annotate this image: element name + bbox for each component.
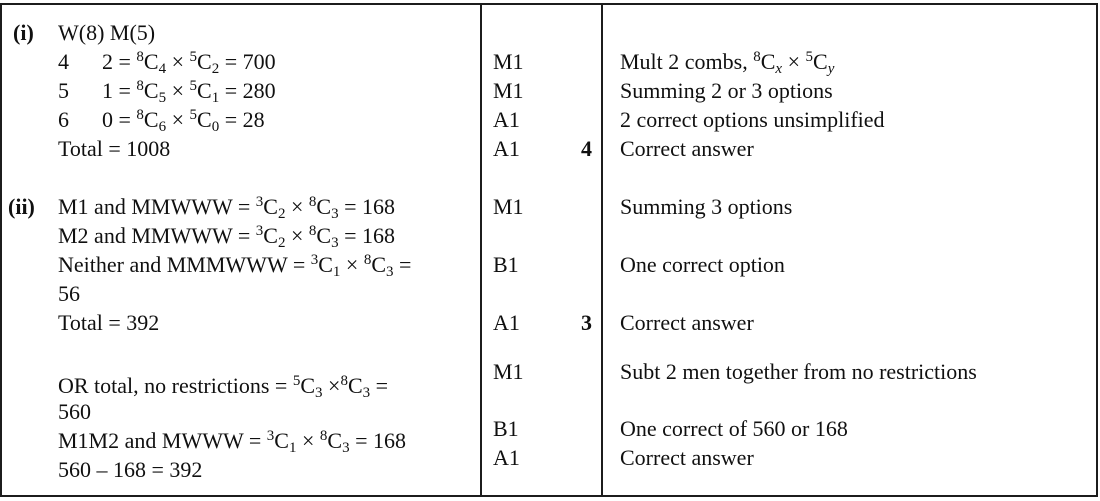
mark-note: One correct of 560 or 168 <box>620 416 848 441</box>
work-line-i-3: 5 $1 = ^8C_5 \times ^5C_1 = 280$ <box>58 78 276 106</box>
mark-note: Subt 2 men together from no restrictions <box>620 359 977 384</box>
mark-code: M1 <box>493 359 524 384</box>
work-line-i-4: 6 $0 = ^8C_6 \times ^5C_0 = 28$ <box>58 107 265 135</box>
work-line-ii-5: Total = 392 <box>58 310 160 335</box>
part-total: 4 <box>581 136 592 161</box>
work-line-ii-alt-1: OR total, no restrictions = $^5C_3 \times^8C_3$ = <box>58 373 389 401</box>
work-line-ii-2: M2 and MMWWW = $^3C_2 \times ^8C_3 = 168$ <box>58 223 395 251</box>
work-line-i-5: Total = 1008 <box>58 136 171 161</box>
mark-code: A1 <box>493 310 520 335</box>
mark-code: A1 <box>493 136 520 161</box>
mark-note: Summing 2 or 3 options <box>620 78 833 103</box>
column-divider-notes <box>601 3 603 497</box>
mark-code: M1 <box>493 194 524 219</box>
mark-code: M1 <box>493 49 524 74</box>
work-line-i-1: W(8) M(5) <box>58 20 156 45</box>
mark-note: Summing 3 options <box>620 194 793 219</box>
mark-note: 2 correct options unsimplified <box>620 107 885 132</box>
work-line-ii-3: Neither and MMMWWW = $^3C_1 \times ^8C_3$ = <box>58 252 412 280</box>
mark-note: Correct answer <box>620 310 754 335</box>
part-total: 3 <box>581 310 592 335</box>
mark-code: M1 <box>493 78 524 103</box>
column-divider-marks <box>480 3 482 497</box>
mark-code: B1 <box>493 252 519 277</box>
work-line-ii-4: 56 <box>58 281 80 306</box>
part-label-i: (i) <box>13 20 34 45</box>
work-line-ii-1: M1 and MMWWW = $^3C_2 \times ^8C_3 = 168$ <box>58 194 395 222</box>
work-line-i-2: 4 $2 = ^8C_4 \times ^5C_2 = 700$ <box>58 49 276 77</box>
work-line-ii-alt-3: M1M2 and MWWW = $^3C_1 \times ^8C_3 = 168$ <box>58 428 406 456</box>
mark-note: Mult 2 combs, $^8C_x \times ^5C_y$ <box>620 49 835 77</box>
mark-code: B1 <box>493 416 519 441</box>
mark-code: A1 <box>493 445 520 470</box>
mark-note: Correct answer <box>620 445 754 470</box>
mark-code: A1 <box>493 107 520 132</box>
part-label-ii: (ii) <box>8 194 35 219</box>
mark-note: Correct answer <box>620 136 754 161</box>
mark-note: One correct option <box>620 252 785 277</box>
work-line-ii-alt-4: 560 – 168 = 392 <box>58 457 203 482</box>
work-line-ii-alt-2: 560 <box>58 399 91 424</box>
